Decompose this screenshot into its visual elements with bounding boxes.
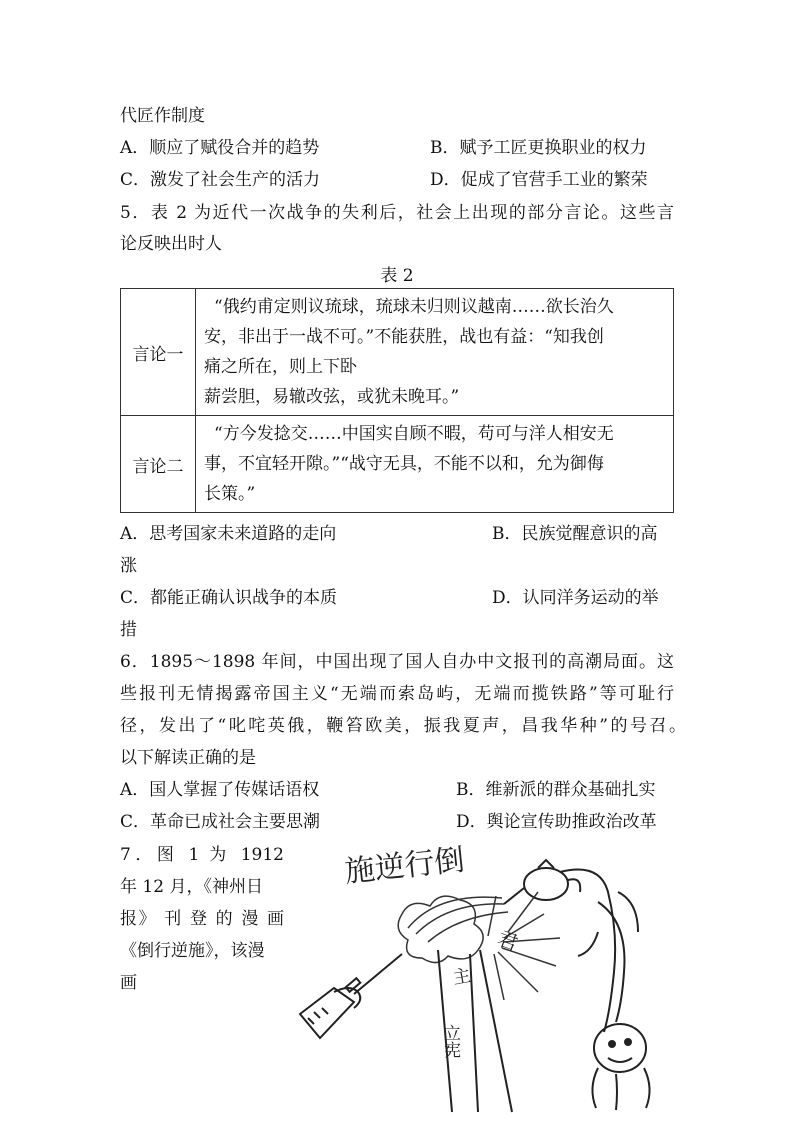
cartoon-figure xyxy=(298,842,694,1114)
q4-option-c: C．激发了社会生产的活力 xyxy=(120,170,321,190)
row-text-line: 事，不宜轻开隙。”“战守无具，不能不以和，允为御侮 xyxy=(204,454,604,474)
q7-line5: 画 xyxy=(120,973,137,993)
q5-stem-line1: 5．表 2 为近代一次战争的失利后，社会上出现的部分言论。这些言 xyxy=(120,203,674,223)
row-text-line: 安，非出于一战不可。”不能获胜，战也有益：“知我创 xyxy=(204,327,604,347)
q5-option-b: B．民族觉醒意识的高 xyxy=(492,524,658,544)
table-row xyxy=(121,416,674,513)
q6-line3: 径，发出了“叱咤英俄，鞭笞欧美，振我夏声，昌我华种”的号召。 xyxy=(120,716,686,736)
q6-option-b: B．维新派的群众基础扎实 xyxy=(456,780,656,800)
q4-stem-tail: 代匠作制度 xyxy=(120,106,205,126)
q4-option-d: D．促成了官营手工业的繁荣 xyxy=(430,170,648,190)
q6-option-c: C．革命已成社会主要思潮 xyxy=(120,812,321,832)
speech-table xyxy=(120,288,674,513)
q5-stem-line2: 论反映出时人 xyxy=(120,234,222,254)
q5-option-d: D．认同洋务运动的举 xyxy=(492,588,659,608)
q6-line1: 6．1895～1898 年间，中国出现了国人自办中文报刊的高潮局面。这 xyxy=(120,652,674,672)
cartoon-word-jun: 君 xyxy=(494,926,522,956)
q6-line4: 以下解读正确的是 xyxy=(120,748,256,768)
monkey-icon xyxy=(560,870,650,1111)
row-text xyxy=(196,289,674,416)
cartoon-word-lixian: 立宪 xyxy=(440,1024,460,1058)
row-text-line: 痛之所在，则上下卧 xyxy=(204,357,357,377)
q6-option-d: D．舆论宣传助推政治改革 xyxy=(456,812,657,832)
q7-line1: 7．图 1 为 1912 xyxy=(120,845,284,865)
q7-line4: 《倒行逆施》，该漫 xyxy=(120,941,265,961)
q6-option-a: A．国人掌握了传媒话语权 xyxy=(120,780,320,800)
q7-line2: 年 12 月，《神州日 xyxy=(120,877,263,897)
q4-option-a: A．顺应了赋役合并的趋势 xyxy=(120,138,320,158)
row-text-line: 薪尝胆，易辙改弦，或犹未晚耳。” xyxy=(204,387,460,407)
q5-option-d-wrap: 措 xyxy=(120,620,137,640)
q7-line3: 报》 刊 登 的 漫 画 xyxy=(120,909,284,929)
row-label: 言论二 xyxy=(121,416,196,513)
row-text-line: 长策。” xyxy=(204,484,256,504)
table-caption: 表 2 xyxy=(380,266,414,286)
cartoon-word-zhu: 主 xyxy=(451,965,473,989)
cartoon-title: 施逆行倒 xyxy=(343,842,467,890)
row-label: 言论一 xyxy=(121,289,196,416)
teapot-icon xyxy=(504,860,580,904)
row-text xyxy=(196,416,674,513)
row-text-line: “俄约甫定则议琉球，琉球未归则议越南……欲长治久 xyxy=(214,297,614,317)
q4-option-b: B．赋予工匠更换职业的权力 xyxy=(430,138,647,158)
table-row xyxy=(121,289,674,416)
q5-option-a: A．思考国家未来道路的走向 xyxy=(120,524,337,544)
q5-option-b-wrap: 涨 xyxy=(120,556,137,576)
hand-with-spray-icon xyxy=(300,954,402,1038)
row-text-line: “方今发捻交……中国实自顾不暇，苟可与洋人相安无 xyxy=(214,424,614,444)
q5-option-c: C．都能正确认识战争的本质 xyxy=(120,588,338,608)
q6-line2: 些报刊无情揭露帝国主义“无端而索岛屿，无端而揽铁路”等可耻行 xyxy=(120,684,674,704)
